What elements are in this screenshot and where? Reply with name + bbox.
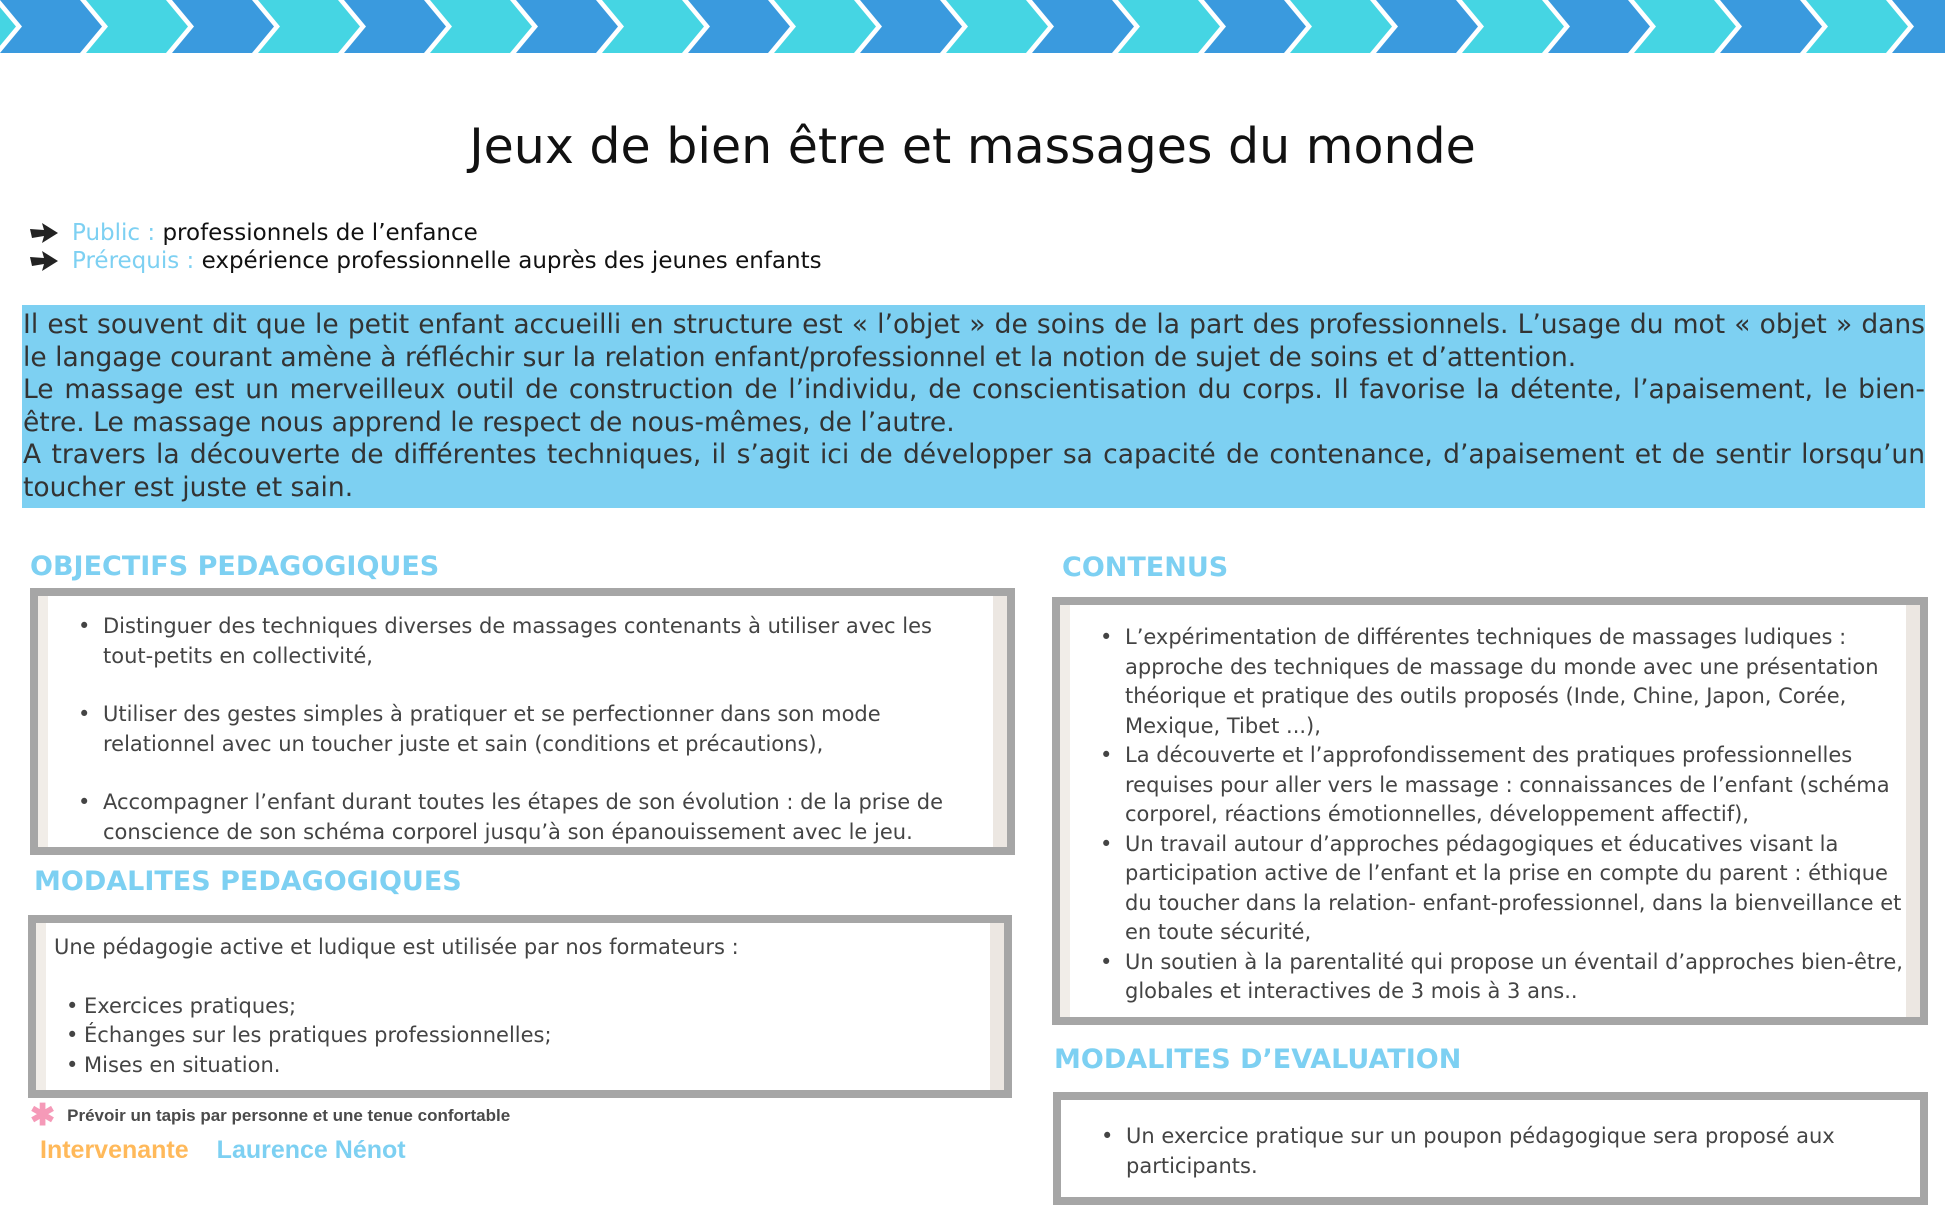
list-item: • Exercices pratiques; [46, 992, 964, 1022]
intervenant-label: Intervenante [40, 1136, 189, 1164]
objectifs-heading: OBJECTIFS PEDAGOGIQUES [30, 551, 440, 582]
page-title: Jeux de bien être et massages du monde [469, 118, 1476, 175]
list-item: • Accompagner l’enfant durant toutes les étapes de son évolution : de la prise de conscience de son schéma corporel jusqu’à son épanouissement avec le jeu. [58, 788, 967, 847]
modalites-heading: MODALITES PEDAGOGIQUES [34, 866, 462, 897]
public-line [30, 220, 478, 246]
arrow-right-icon [30, 251, 58, 271]
intro-paragraph: Le massage est un merveilleux outil de construction de l’individu, de conscientisation du corps. Il favorise la détente, l’apaisement, le bien-être. Le massage nous apprend le respect de nous-mêmes, de l’autre. [23, 374, 1925, 438]
contenus-box [1052, 597, 1928, 1025]
modalites-intro: Une pédagogie active et ludique est utilisée par nos formateurs : [54, 935, 739, 959]
list-item: • Échanges sur les pratiques professionnelles; [46, 1021, 964, 1051]
prerequis-line [30, 248, 822, 274]
objectifs-box [30, 588, 1015, 855]
public-value: professionnels de l’enfance [162, 220, 478, 246]
asterisk-icon: ✱ [30, 1099, 56, 1132]
intro-paragraph: A travers la découverte de différentes techniques, il s’agit ici de développer sa capacité de contenance, d’apaisement et de sentir lorsqu’un toucher est juste et sain. [23, 439, 1925, 503]
note [30, 1099, 511, 1132]
list-item: • Un exercice pratique sur un poupon pédagogique sera proposé aux participants. [1081, 1122, 1906, 1181]
chevron-banner [0, 0, 1945, 53]
list-item: • La découverte et l’approfondissement des pratiques professionnelles requises pour aller vers le massage : connaissances de l’enfant (schéma corporel, réactions émotionnelles, développement affectif), [1080, 741, 1906, 830]
public-label: Public : [72, 220, 156, 246]
list-item: • Un soutien à la parentalité qui propose un éventail d’approches bien-être, globales et interactives de 3 mois à 3 ans.. [1080, 948, 1906, 1007]
evaluation-box [1053, 1092, 1928, 1205]
arrow-right-icon [30, 223, 58, 243]
prerequis-label: Prérequis : [72, 248, 195, 274]
intervenant-name: Laurence Nénot [216, 1136, 406, 1164]
intro-paragraph: Il est souvent dit que le petit enfant accueilli en structure est « l’objet » de soins de la part des professionnels. L’usage du mot « objet » dans le langage courant amène à réfléchir sur la relation enfant/professionnel et la notion de sujet de soins et d’attention. [23, 309, 1925, 373]
note-text: Prévoir un tapis par personne et une tenue confortable [67, 1106, 511, 1125]
list-item: • Mises en situation. [46, 1051, 964, 1081]
evaluation-heading: MODALITES D’EVALUATION [1054, 1044, 1462, 1075]
modalites-box [28, 915, 1012, 1098]
list-item: • L’expérimentation de différentes techniques de massages ludiques : approche des techniques de massage du monde avec une présentation théorique et pratique des outils proposés (Inde, Chine, Japon, Corée, Mexique, Tibet ...), [1080, 623, 1906, 741]
prerequis-value: expérience professionnelle auprès des jeunes enfants [201, 248, 822, 274]
list-item: • Un travail autour d’approches pédagogiques et éducatives visant la participation active de l’enfant et la prise en compte du parent : éthique du toucher dans la relation- enfant-professionnel, dans la bienveillance et en toute sécurité, [1080, 830, 1906, 948]
intro-box [22, 305, 1925, 508]
list-item: • Utiliser des gestes simples à pratiquer et se perfectionner dans son mode relationnel avec un toucher juste et sain (conditions et précautions), [58, 700, 967, 759]
contenus-heading: CONTENUS [1062, 552, 1229, 583]
intervenant [40, 1136, 406, 1165]
list-item: • Distinguer des techniques diverses de massages contenants à utiliser avec les tout-petits en collectivité, [58, 612, 967, 671]
